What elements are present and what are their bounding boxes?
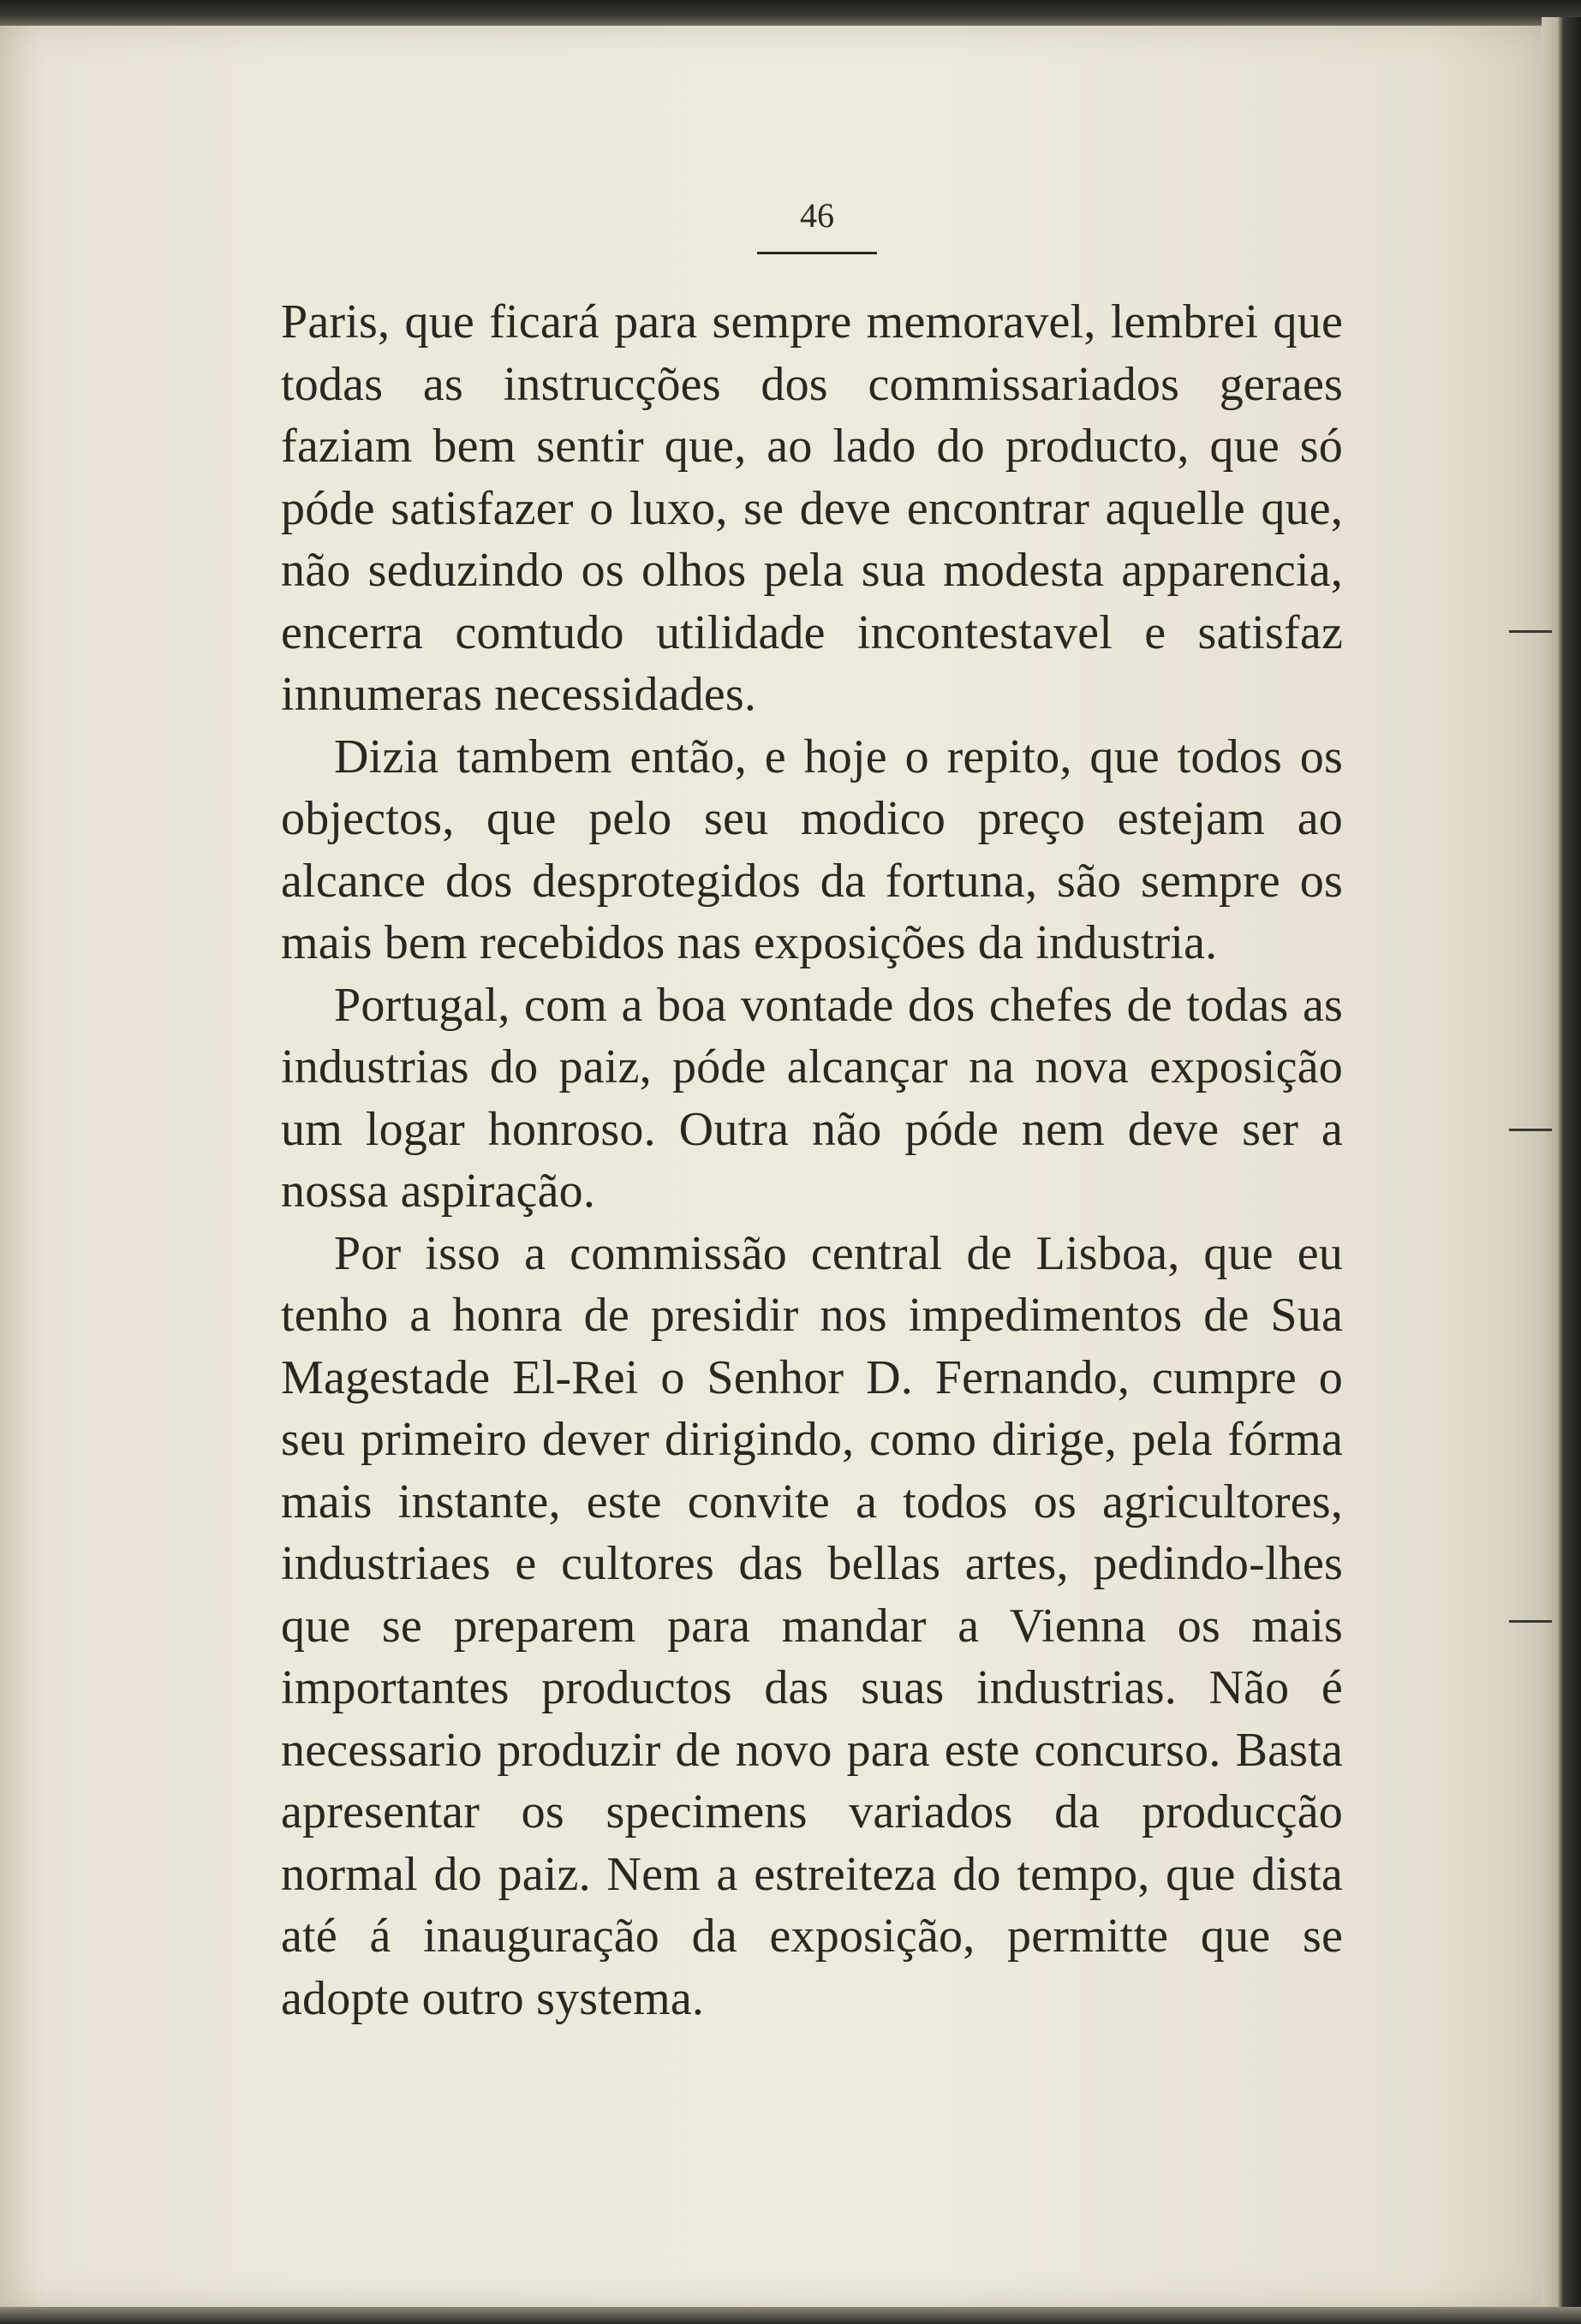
paragraph-2: Dizia tambem então, e hoje o repito, que todos os objectos, que pelo seu modico preço estejam ao alcance dos desprotegidos da fortuna, são sempre os mais bem recebidos nas exposições da industria. — [281, 730, 1343, 969]
paragraph-1: Paris, que ficará para sempre memoravel, lembrei que todas as instrucções dos commissariados geraes faziam bem sentir que, ao lado do producto, que só póde satisfazer o luxo, se deve encontrar aquelle que, não seduzindo os olhos pela sua modesta apparencia, encerra comtudo utilidade incontestavel e satisfaz innumeras necessidades. — [281, 295, 1343, 721]
margin-tick-mark — [1509, 1129, 1552, 1131]
page-number-rule — [757, 252, 877, 254]
bottom-page-edge — [0, 2307, 1581, 2324]
paragraph-3: Portugal, com a boa vontade dos chefes de todas as industrias do paiz, póde alcançar na nova exposição um logar honroso. Outra não póde nem deve ser a nossa aspiração. — [281, 978, 1343, 1218]
right-page-edge — [1542, 17, 1581, 2324]
body-text — [281, 291, 1343, 2029]
margin-tick-mark — [1509, 1620, 1552, 1623]
margin-tick-mark — [1509, 630, 1552, 633]
paragraph-4: Por isso a commissão central de Lisboa, que eu tenho a honra de presidir nos impedimentos de Sua Magestade El-Rei o Senhor D. Fernando, cumpre o seu primeiro dever dirigindo, como dirige, pela fórma mais instante, este convite a todos os agricultores, industriaes e cultores das bellas artes, pedindo-lhes que se preparem para mandar a Vienna os mais importantes productos das suas industrias. Não é necessario produzir de novo para este concurso. Basta apresentar os specimens variados da producção normal do paiz. Nem a estreiteza do tempo, que dista até á inauguração da exposição, permitte que se adopte outro systema. — [281, 1226, 1343, 2025]
page-number: 46 — [800, 196, 834, 235]
top-page-edge — [0, 0, 1581, 26]
